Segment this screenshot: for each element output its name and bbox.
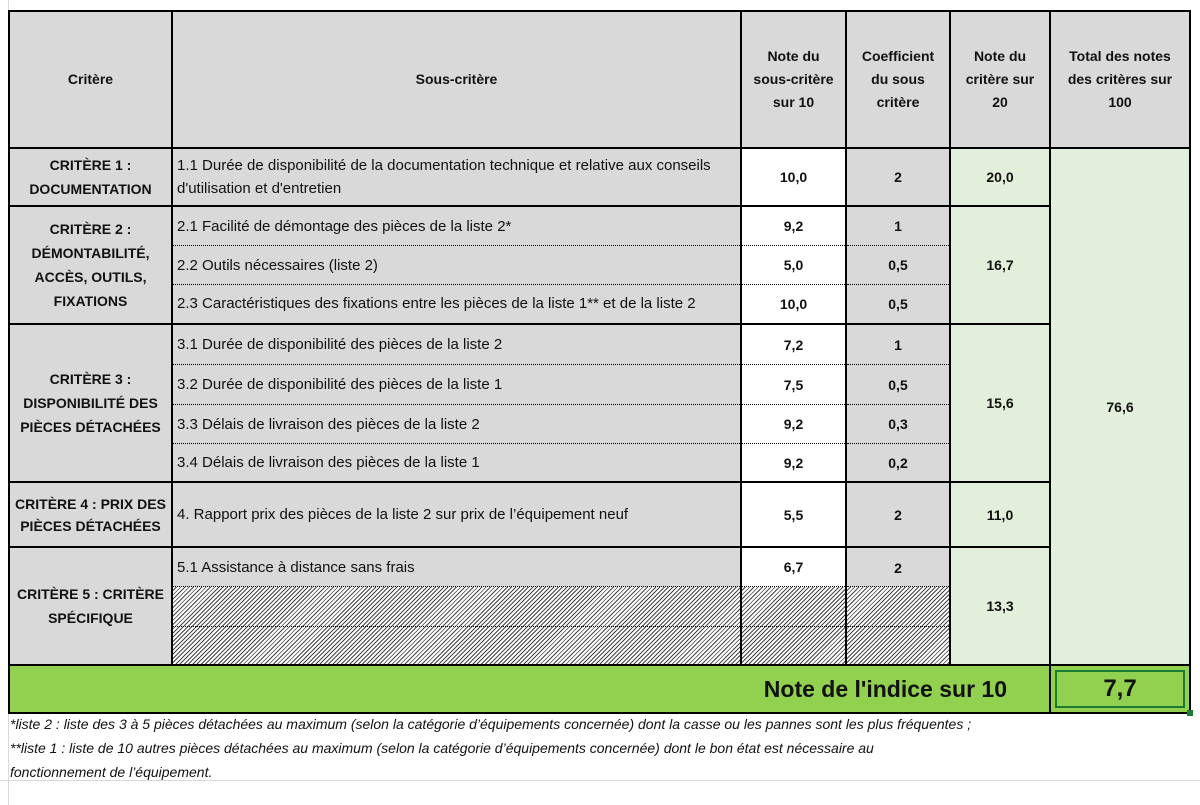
criterion-3-note: 15,6 bbox=[949, 323, 1051, 483]
criterion-1-label: CRITÈRE 1 : DOCUMENTATION bbox=[8, 147, 173, 207]
criterion-3-subs bbox=[171, 323, 742, 483]
subcriterion-3-1: 3.1 Durée de disponibilité des pièces de la liste 2 bbox=[177, 336, 503, 353]
index-value-text: 7,7 bbox=[1055, 670, 1185, 708]
subcriterion-3-3: 3.3 Délais de livraison des pièces de la liste 2 bbox=[177, 415, 480, 433]
criterion-4-label: CRITÈRE 4 : PRIX DES PIÈCES DÉTACHÉES bbox=[8, 481, 173, 548]
row-divider bbox=[847, 626, 949, 627]
criterion-2-notes bbox=[740, 205, 847, 325]
subcriterion-2-1: 2.1 Facilité de démontage des pièces de la liste 2* bbox=[177, 217, 512, 235]
subcriterion-1-1: 1.1 Durée de disponibilité de la documentation technique et relative aux conseils d'utilisation et d'entretien bbox=[171, 147, 742, 207]
footnote-liste-1-cont: fonctionnement de l’équipement. bbox=[10, 764, 213, 780]
criterion-3-label: CRITÈRE 3 : DISPONIBILITÉ DES PIÈCES DÉTACHÉES bbox=[8, 323, 173, 483]
criterion-5-notes bbox=[740, 546, 847, 666]
cell-fill-handle[interactable] bbox=[1187, 710, 1193, 716]
subcriterion-2-1-note: 9,2 bbox=[783, 218, 804, 234]
subcriterion-3-2: 3.2 Durée de disponibilité des pièces de la liste 1 bbox=[177, 376, 503, 393]
subcriterion-3-3-coef: 0,3 bbox=[888, 416, 908, 432]
footnote-liste-2: *liste 2 : liste des 3 à 5 pièces détachées au maximum (selon la catégorie d’équipements concernée) dont la casse ou les pannes sont les plus fréquentes ; bbox=[10, 716, 972, 732]
criterion-1-note: 20,0 bbox=[949, 147, 1051, 207]
header-sous-critere: Sous-critère bbox=[171, 10, 742, 149]
index-label: Note de l'indice sur 10 bbox=[8, 664, 1051, 714]
row-divider bbox=[742, 626, 845, 627]
subcriterion-3-2-coef: 0,5 bbox=[888, 376, 908, 393]
criterion-3-coefs bbox=[845, 323, 951, 483]
row-divider bbox=[847, 586, 949, 587]
subcriterion-3-4: 3.4 Délais de livraison des pièces de la liste 1 bbox=[177, 454, 480, 471]
criterion-2-coefs bbox=[845, 205, 951, 325]
row-divider bbox=[173, 586, 740, 587]
row-divider bbox=[742, 586, 845, 587]
subcriterion-1-1-note: 10,0 bbox=[740, 147, 847, 207]
subcriterion-2-3: 2.3 Caractéristiques des fixations entre les pièces de la liste 1** et de la liste 2 bbox=[177, 295, 696, 312]
subcriterion-5-1-coef: 2 bbox=[894, 560, 902, 576]
subcriterion-3-1-note: 7,2 bbox=[783, 336, 804, 353]
total-value: 76,6 bbox=[1049, 147, 1191, 666]
subcriterion-3-2-note: 7,5 bbox=[783, 376, 804, 393]
subcriterion-2-3-coef: 0,5 bbox=[888, 296, 908, 312]
criterion-5-coefs bbox=[845, 546, 951, 666]
criterion-5-note: 13,3 bbox=[949, 546, 1051, 666]
subcriterion-5-1: 5.1 Assistance à distance sans frais bbox=[177, 558, 415, 576]
subcriterion-2-2-coef: 0,5 bbox=[888, 257, 908, 273]
criterion-2-note: 16,7 bbox=[949, 205, 1051, 325]
criterion-2-subs bbox=[171, 205, 742, 325]
subcriterion-4-coef: 2 bbox=[845, 481, 951, 548]
subcriterion-3-3-note: 9,2 bbox=[783, 416, 804, 432]
subcriterion-1-1-coef: 2 bbox=[845, 147, 951, 207]
subcriterion-3-4-coef: 0,2 bbox=[888, 454, 908, 471]
header-coefficient: Coefficient du sous critère bbox=[845, 10, 951, 149]
subcriterion-3-1-coef: 1 bbox=[894, 336, 902, 353]
footnote-liste-1: **liste 1 : liste de 10 autres pièces détachées au maximum (selon la catégorie d’équipements concernée) dont le bon état est nécessaire au bbox=[10, 740, 874, 756]
index-value bbox=[1049, 664, 1191, 714]
row-divider bbox=[173, 626, 740, 627]
criterion-5-subs bbox=[171, 546, 742, 666]
criterion-5-label: CRITÈRE 5 : CRITÈRE SPÉCIFIQUE bbox=[8, 546, 173, 666]
subcriterion-2-1-coef: 1 bbox=[894, 218, 902, 234]
subcriterion-4: 4. Rapport prix des pièces de la liste 2 sur prix de l’équipement neuf bbox=[171, 481, 742, 548]
subcriterion-2-2-note: 5,0 bbox=[783, 257, 804, 273]
header-total: Total des notes des critères sur 100 bbox=[1049, 10, 1191, 149]
subcriterion-2-3-note: 10,0 bbox=[779, 296, 808, 312]
subcriterion-3-4-note: 9,2 bbox=[783, 454, 804, 471]
criterion-4-note: 11,0 bbox=[949, 481, 1051, 548]
subcriterion-2-2: 2.2 Outils nécessaires (liste 2) bbox=[177, 256, 378, 274]
criterion-3-notes bbox=[740, 323, 847, 483]
header-critere: Critère bbox=[8, 10, 173, 149]
header-note-critere: Note du critère sur 20 bbox=[949, 10, 1051, 149]
subcriterion-5-1-note: 6,7 bbox=[783, 559, 804, 575]
criterion-2-label: CRITÈRE 2 : DÉMONTABILITÉ, ACCÈS, OUTILS, FIXATIONS bbox=[8, 205, 173, 325]
header-note-sous-critere: Note du sous-critère sur 10 bbox=[740, 10, 847, 149]
subcriterion-4-note: 5,5 bbox=[740, 481, 847, 548]
